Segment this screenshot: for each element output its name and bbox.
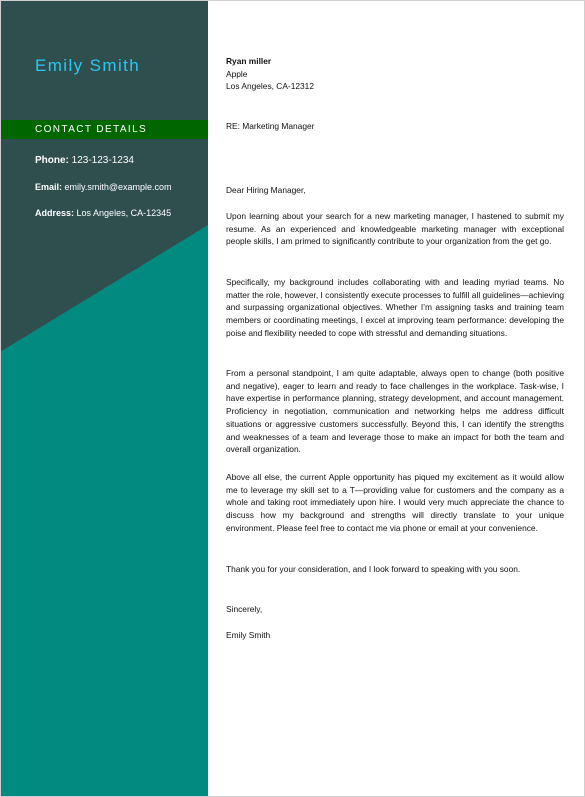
phone-value: 123-123-1234	[71, 155, 134, 166]
paragraph-5: Thank you for your consideration, and I look forward to speaking with you soon.	[226, 564, 521, 574]
address-line	[35, 208, 171, 218]
address-label: Address:	[35, 208, 75, 218]
recipient-block	[226, 55, 564, 93]
closing: Sincerely,	[226, 604, 263, 614]
signature: Emily Smith	[226, 630, 271, 640]
salutation: Dear Hiring Manager,	[226, 185, 306, 195]
paragraph-4: Above all else, the current Apple opportunity has piqued my excitement as it would allow me to leverage my skill set to a T—providing value for customers and the company as a whole and taking root immediately upon hire. I would very much appreciate the chance to discuss how my background and strengths will directly translate to your unique environment. Please feel free to contact me via phone or email at your convenience.	[226, 472, 564, 533]
subject-line: RE: Marketing Manager	[226, 121, 315, 131]
phone-label: Phone:	[35, 155, 69, 166]
address-value: Los Angeles, CA-12345	[76, 208, 172, 218]
recipient-address: Los Angeles, CA-12312	[226, 81, 314, 92]
phone-line	[35, 155, 134, 166]
recipient-name: Ryan miller	[226, 56, 272, 66]
contact-details-heading: CONTACT DETAILS	[35, 124, 148, 135]
contact-details-bar	[0, 120, 208, 139]
sidebar	[0, 0, 208, 797]
email-label: Email:	[35, 182, 63, 192]
recipient-company: Apple	[226, 68, 248, 79]
paragraph-1: Upon learning about your search for a new marketing manager, I hastened to submit my resume. As an experienced and knowledgeable marketing manager with exceptional people skills, I am primed to significantly contribute to your organization from the get go.	[226, 211, 564, 247]
paragraph-2: Specifically, my background includes collaborating with and leading myriad teams. No matter the role, however, I consistently execute processes to fulfill all guidelines—achieving and surpassing organizational objectives. Whether I’m assigning tasks and training team members or coordinating meetings, I excel at improving team performance: developing the poise and flexibility needed to cope with stressful and demanding situations.	[226, 277, 564, 338]
email-value[interactable]: emily.smith@example.com	[64, 182, 172, 192]
sender-name: Emily Smith	[35, 56, 141, 75]
paragraph-3: From a personal standpoint, I am quite adaptable, always open to change (both positive and negative), eager to learn and ready to face challenges in the workplace. Task-wise, I have expertise in performance planning, strategy development, and account management. Proficiency in negotiation, communication and networking helps me address difficult situations or aggressive customers successfully. Beyond this, I can identify the strengths and weaknesses of a team and leverage those to make an impact for both the team and overall organization.	[226, 368, 564, 455]
email-line	[35, 182, 172, 192]
